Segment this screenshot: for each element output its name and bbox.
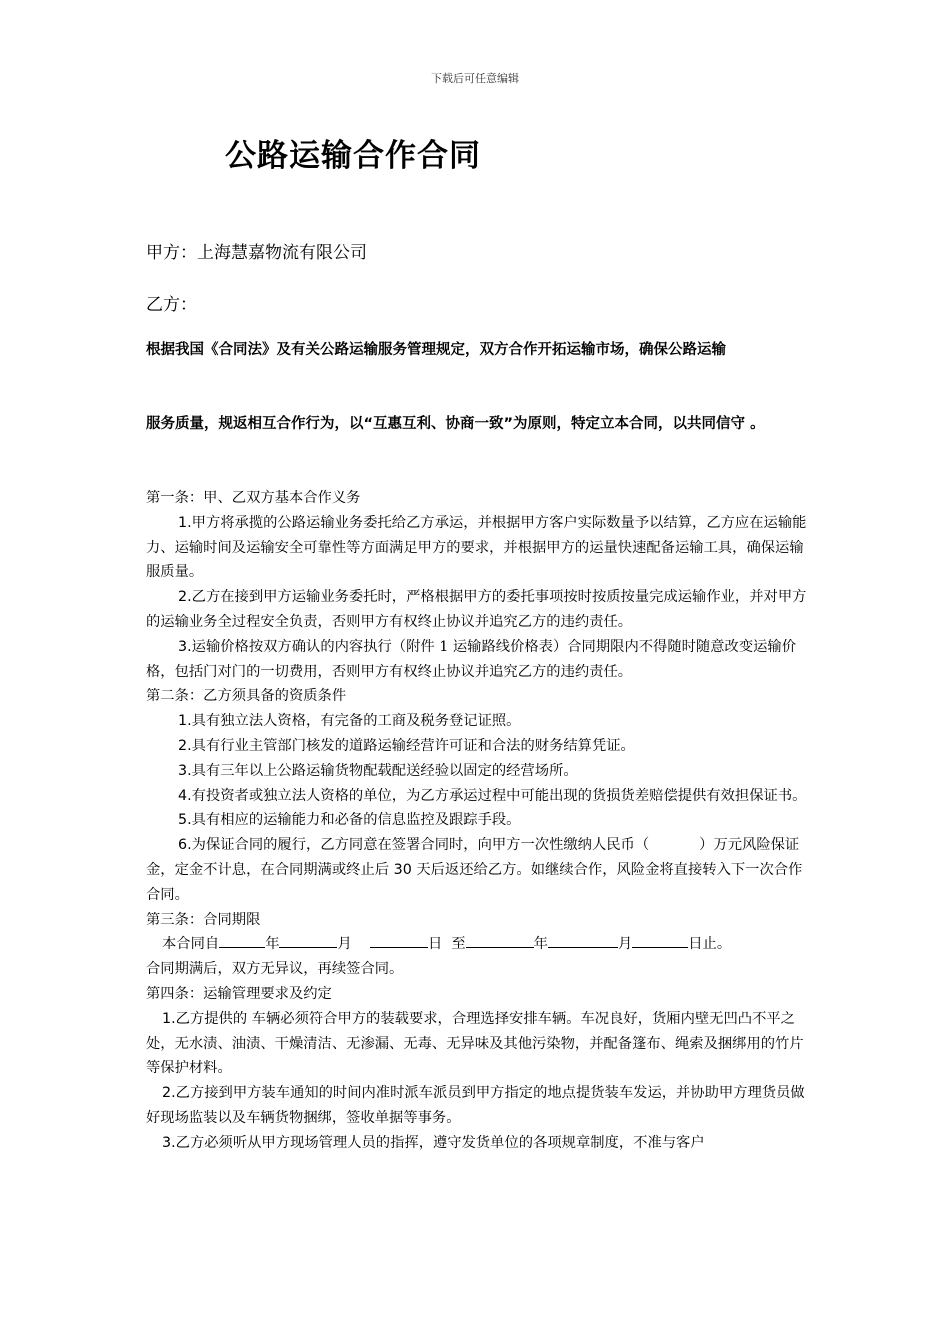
item-number: 3. — [162, 1134, 176, 1151]
preamble-paragraph-1: 根据我国《合同法》及有关公路运输服务管理规定，双方合作开拓运输市场，确保公路运输 — [146, 342, 726, 358]
item-number: 5. — [178, 812, 192, 829]
contract-period-line — [146, 932, 808, 957]
item-number: 1. — [178, 514, 192, 531]
article2-item-3 — [146, 759, 808, 784]
item-number: 6. — [178, 837, 192, 854]
to-label: 至 — [451, 936, 466, 953]
item-number: 3. — [178, 638, 192, 655]
article1-item-3 — [146, 635, 808, 685]
item-number: 4. — [178, 787, 192, 804]
item-number: 2. — [178, 737, 192, 754]
month-label: 月 — [337, 936, 352, 953]
item-text: 具有行业主管部门核发的道路运输经营许可证和合法的财务结算凭证。 — [191, 737, 635, 754]
days-value: 30 — [393, 861, 412, 878]
item-number: 3. — [178, 762, 192, 779]
article1-item-2 — [146, 585, 808, 635]
year-label: 年 — [265, 936, 280, 953]
year-label: 年 — [533, 936, 548, 953]
start-day-blank — [370, 933, 428, 948]
article2-item-1 — [146, 709, 808, 734]
item-number: 2. — [178, 589, 192, 606]
article2-item-2 — [146, 734, 808, 759]
renewal-clause: 合同期满后，双方无异议，再续签合同。 — [146, 961, 404, 978]
end-year-blank — [466, 933, 534, 948]
item-number: 1. — [162, 1010, 176, 1027]
day-label: 日 — [427, 936, 443, 953]
item-text: 具有相应的运输能力和必备的信息监控及跟踪手段。 — [191, 812, 521, 829]
page-header-note: 下载后可任意编辑 — [431, 72, 519, 85]
article4-item-3 — [146, 1131, 808, 1156]
article1-heading: 第一条：甲、乙双方基本合作义务 — [146, 490, 361, 506]
article4-item-1 — [146, 1007, 808, 1081]
item-number: 2. — [162, 1085, 176, 1102]
document-title: 公路运输合作合同 — [225, 138, 481, 174]
item-text: 具有独立法人资格，有完备的工商及税务登记证照。 — [191, 713, 521, 730]
item-text: 甲方将承揽的公路运输业务委托给乙方承运，并根据甲方客户实际数量予以结算，乙方应在运输能力、运输时间及运输安全可靠性等方面满足甲方的要求，并根据甲方的运量快速配备运输工具，确保运输服质量。 — [146, 514, 807, 581]
item-text: 乙方提供的 车辆必须符合甲方的装载要求，合理选择安排车辆。车况良好，货厢内壁无凹凸不平之处，无水渍、油渍、干燥清洁、无渗漏、无毒、无异味及其他污染物，并配备篷布、绳索及捆绑用的竹片等保护材料。 — [146, 1010, 804, 1077]
item-text: 为保证合同的履行，乙方同意在签署合同时，向甲方一次性缴纳人民币（ — [191, 837, 650, 854]
article2-heading: 第二条：乙方须具备的资质条件 — [146, 688, 347, 705]
item-number: 1. — [178, 713, 192, 730]
start-year-blank — [219, 933, 265, 948]
item-text: 有投资者或独立法人资格的单位，为乙方承运过程中可能出现的货损货差赔偿提供有效担保证书。 — [191, 787, 807, 804]
article4-item-2 — [146, 1081, 808, 1131]
item-text: 乙方在接到甲方运输业务委托时，严格根据甲方的委托事项按时按质按量完成运输作业，并对甲方的运输业务全过程安全负责，否则甲方有权终止协议并追究乙方的违约责任。 — [146, 589, 807, 630]
end-day-blank — [632, 933, 688, 948]
article2-item-6 — [146, 833, 808, 907]
end-month-blank — [548, 933, 618, 948]
party-b: 乙方： — [146, 295, 197, 315]
item-text: 具有三年以上公路运输货物配载配送经验以固定的经营场所。 — [191, 762, 578, 779]
period-start-label: 本合同自 — [162, 936, 220, 953]
article4-heading: 第四条：运输管理要求及约定 — [146, 985, 332, 1002]
item-text: 乙方接到甲方装车通知的时间内准时派车派员到甲方指定的地点提货装车发运，并协助甲方理货员做好现场监装以及车辆货物捆绑，签收单据等事务。 — [146, 1085, 805, 1126]
article2-item-5 — [146, 808, 808, 833]
period-end-label: 日止。 — [688, 936, 732, 953]
preamble-paragraph-2: 服务质量，规返相互合作行为，以“互惠互利、协商一致”为原则，特定立本合同，以共同信守 。 — [146, 416, 765, 432]
start-month-blank — [279, 933, 337, 948]
party-a: 甲方：上海慧嘉物流有限公司 — [146, 243, 367, 263]
month-label: 月 — [617, 936, 633, 953]
item-text: 乙方必须听从甲方现场管理人员的指挥，遵守发货单位的各项规章制度，不准与客户 — [175, 1134, 705, 1151]
item-text: 天后返还给乙方。如继续合作，风险金将直接转入下一次合作合同。 — [146, 861, 803, 903]
item-text: 运输价格按双方确认的内容执行（附件 1 运输路线价格表）合同期限内不得随时随意改变运输价格，包括门对门的一切费用，否则甲方有权终止协议并追究乙方的违约责任。 — [146, 638, 797, 680]
article1-item-1 — [146, 511, 808, 585]
article2-item-4 — [146, 784, 808, 809]
contract-body — [146, 486, 808, 1156]
article3-heading: 第三条：合同期限 — [146, 911, 261, 928]
item-text: ）万元风险保证金，定金不计息，在合同期满或终止后 — [146, 837, 800, 878]
